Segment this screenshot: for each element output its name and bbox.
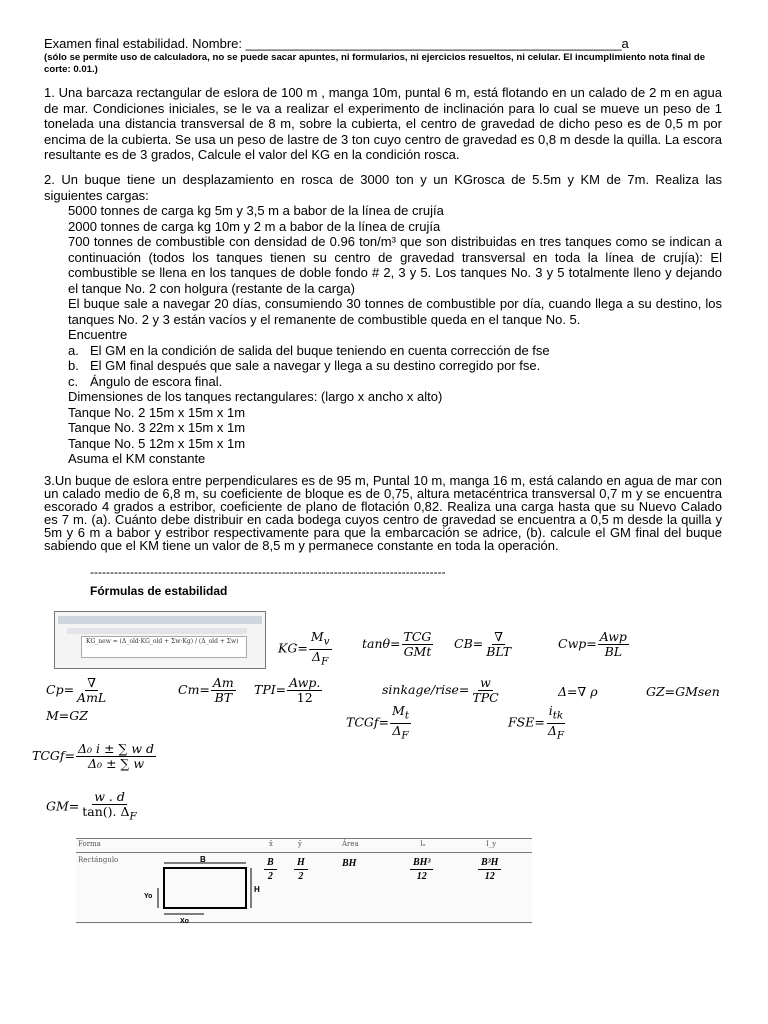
list-item: c. Ángulo de escora final. [68,373,223,389]
formula-kg: KG= $\frac{M_v}{\Delta_F}$ [278,629,330,667]
list-item: a. El GM en la condición de salida del buque teniendo en cuenta corrección de fse [68,342,550,358]
cell-iy: $\frac{\text{B³H}}{12}$ [478,856,501,883]
table-header-xbar: x̄ [269,840,273,848]
formula-cwp: Cwp= Awp BL [558,629,627,659]
formula-cb: CB= ∇ BLT [454,629,512,659]
exam-title: Examen final estabilidad. Nombre: ____________________________________________________a [44,36,629,51]
cell-ix: $\frac{\text{BH³}}{12}$ [410,856,433,883]
assume-km: Asuma el KM constante [68,451,206,466]
diagram-label-yo: Yo [144,893,153,900]
formula-tpi: TPI= Awp. 12 [254,675,321,705]
table-header-ybar: ȳ [298,840,302,848]
exam-rules-note: (sólo se permite uso de calculadora, no se puede sacar apuntes, ni formularios, ni ejercicios resueltos, ni celular. El incumplimiento nota final de corte: 0.01.) [44,52,706,75]
kg-formula-image [54,611,266,669]
question-2-body [68,203,722,467]
diagram-label-h: H [254,885,260,894]
cell-ybar: $\frac{H}{2}$ [294,856,308,883]
table-header-area: Área [342,840,359,848]
table-header-ix: Iₓ [420,840,426,848]
question-2-intro: 2. Un buque tiene un desplazamiento en rosca de 3000 ton y un KGrosca de 5.5m y KM de 7m. Realiza las siguientes cargas: [44,172,722,203]
separator-line: ----------------------------------------------------------------------------------------- [90,565,446,579]
question-1: 1. Una barcaza rectangular de eslora de 100 m , manga 10m, puntal 6 m, está flotando en un calado de 2 m en agua de mar. Condiciones iniciales, se le va a realizar el experimento de inclinación para lo cual se mueve un peso de 1 tonelada una distancia transversal de 8 m, sobre la cubierta, el centro de gravedad de dicho peso es de 0,5 m por encima de la cubierta. Se usa un peso de lastre de 3 ton cuyo centro de gravedad es 0,8 m desde la quilla. La escora resultante es de 3 grados, Calcule el valor del KG en la condición rosca. [44,85,722,162]
formula-displacement: Δ=∇ ρ [558,684,598,699]
formulas-heading: Fórmulas de estabilidad [90,584,228,598]
formula-gz: GZ=GMsen [646,684,720,699]
formula-tcgf: TCGf= $\frac{M_t}{\Delta_F}$ [346,703,409,741]
formula-tcgf-general: TCGf= $\frac{\text{Δ₀ i ± ∑ w d}}{\text{Δ₀ ± ∑ w}}$ [32,741,155,771]
kg-formula-image-text: KG_new = (Δ_old·KG_old + Σw·Kg) / (Δ_old + Σw) [81,636,247,658]
cell-xbar: $\frac{B}{2}$ [264,856,277,883]
formula-tan-theta: tanθ= TCG GMt [362,629,432,659]
load-3: 700 tonnes de combustible con densidad de 0.96 ton/m³ que son distribuidas en tres tanques como se indican a continuación (todos los tanques tienen su centro de gravedad transversal en toda la línea de crujía): El combustible se llena en los tanques de doble fondo # 2, 3 y 5. Los tanques No. 3 y 5 totalmente lleno y dejando el tanque No. 2 con holgura (restante de la carga) [68,234,722,296]
tank-dimensions-title: Dimensiones de los tanques rectangulares: (largo x ancho x alto) [68,389,443,404]
rectangle-diagram [138,854,264,924]
find-label: Encuentre [68,327,128,342]
list-item: b. El GM final después que sale a navegar y llega a su destino corregido por fse. [68,358,541,373]
question-3: 3.Un buque de eslora entre perpendiculares es de 95 m, Puntal 10 m, manga 16 m, está calando en agua de mar con un calado medio de 6,8 m, su coeficiente de bloque es de 0,75, altura metacéntrica transversal 0,7 m y se encuentra escorado 4 grados a estribor, coeficiente de plano de flotación 0,82. Realiza una carga hasta que su Nuevo Calado es 7 m. (a). Cuánto debe distribuir en cada bodega cuyos centro de gravedad se encuentra a 0,5 m desde la quilla y 5m y 6 m a babor y estribor respectivamente para que la embarcación se adrice, (b). calcule el GM final del buque sabiendo que el KM tiene un valor de 8,5 m y permanece constante en toda la operación. [44,473,722,553]
table-row-label: Rectángulo [78,856,119,864]
question-2 [44,172,722,467]
formula-fse: FSE= $i_{tk}$ $\Delta_F$ [508,703,565,741]
diagram-label-b: B [200,855,206,864]
formula-cm: Cm= $\frac{Am}{BT}$ [178,675,234,705]
voyage-text: El buque sale a navegar 20 días, consumiendo 30 tonnes de combustible por día, cuando llega a su destino, los tanques No. 2 y 3 están vacíos y el remanente de combustible queda en el tanque No. 5. [68,296,722,327]
tank-line: Tanque No. 2 15m x 15m x 1m [68,404,246,420]
formula-cp: Cp= ∇ AmL [46,675,107,705]
table-header-shape: Forma [78,840,101,848]
tank-line: Tanque No. 5 12m x 15m x 1m [68,435,246,451]
rectangle-properties-table [76,838,532,924]
table-header-iy: I_y [486,840,497,848]
formula-sinkage: sinkage/rise= w TPC [382,675,499,705]
tank-line: Tanque No. 3 22m x 15m x 1m [68,420,246,435]
formula-gm: GM= $\frac{w . d}{\tan(). \Delta_F}$ [46,789,137,823]
formula-moment: M=GZ [46,708,88,723]
load-1: 5000 tonnes de carga kg 5m y 3,5 m a babor de la línea de crujía [68,203,444,218]
question-2-items [68,343,722,390]
diagram-label-xo: Xo [180,918,189,924]
cell-area: BH [342,858,357,869]
load-2: 2000 tonnes de carga kg 10m y 2 m a babor de la línea de crujía [68,218,441,234]
